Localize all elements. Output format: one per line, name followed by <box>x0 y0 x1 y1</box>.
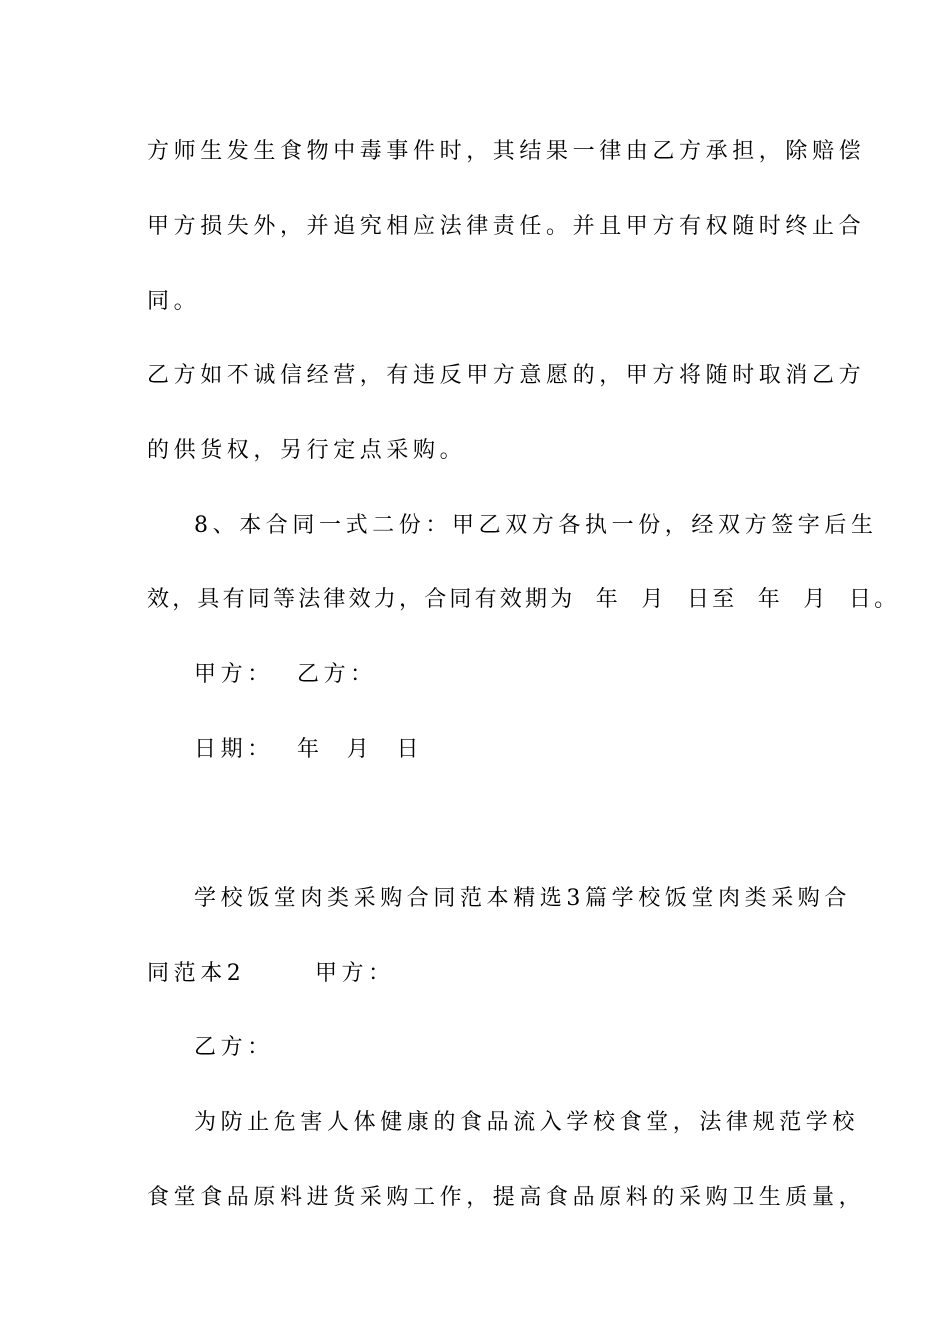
paragraph-line: 食堂食品原料进货采购工作，提高食品原料的采购卫生质量， <box>147 1185 866 1210</box>
party-b-line: 乙方： <box>194 1035 274 1060</box>
signature-parties-line: 甲方： 乙方： <box>194 662 377 687</box>
paragraph-line: 效，具有同等法律效力，合同有效期为 年 月 日至 年 月 日。 <box>147 587 900 612</box>
paragraph-line: 方师生发生食物中毒事件时，其结果一律由乙方承担，除赔偿 <box>147 139 866 164</box>
section-title-line: 学校饭堂肉类采购合同范本精选3篇学校饭堂肉类采购合 <box>194 886 851 911</box>
section-title-line: 同范本2 甲方： <box>147 961 395 986</box>
clause-8-line: 8、本合同一式二份：甲乙双方各执一份，经双方签字后生 <box>194 513 878 538</box>
paragraph-line: 同。 <box>147 289 201 314</box>
paragraph-line: 为防止危害人体健康的食品流入学校食堂，法律规范学校 <box>194 1110 860 1135</box>
paragraph-line: 乙方如不诚信经营，有违反甲方意愿的，甲方将随时取消乙方 <box>147 363 866 388</box>
paragraph-line: 的供货权，另行定点采购。 <box>147 438 467 463</box>
paragraph-line: 甲方损失外，并追究相应法律责任。并且甲方有权随时终止合 <box>147 214 866 239</box>
signature-date-line: 日期： 年 月 日 <box>194 737 424 762</box>
